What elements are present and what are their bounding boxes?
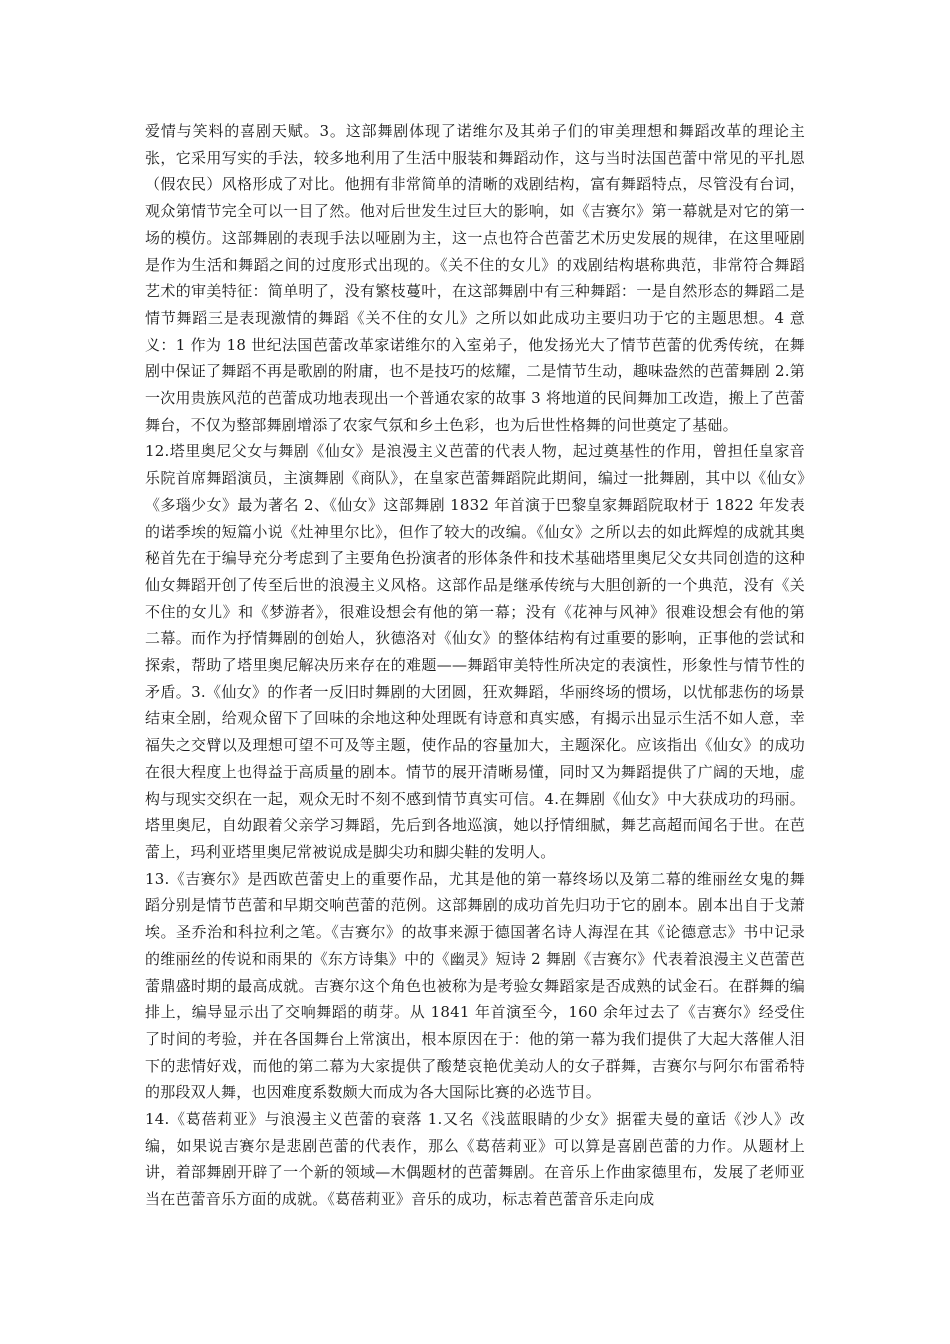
paragraph-giselle: 13.《吉赛尔》是西欧芭蕾史上的重要作品，尤其是他的第一幕终场以及第二幕的维丽丝女鬼的舞蹈分别是情节芭蕾和早期交响芭蕾的范例。这部舞剧的成功首先归功于它的剧本。剧本出自于戈萧埃。圣乔治和科拉利之笔。《吉赛尔》的故事来源于德国著名诗人海涅在其《论德意志》书中记录的维丽丝的传说和雨果的《东方诗集》中的《幽灵》短诗 2 舞剧《吉赛尔》代表着浪漫主义芭蕾芭蕾鼎盛时期的最高成就。吉赛尔这个角色也被称为是考验女舞蹈家是否成熟的试金石。在群舞的编排上，编导显示出了交响舞蹈的萌芽。从 1841 年首演至今，160 余年过去了《吉赛尔》经受住了时间的考验，并在各国舞台上常演出，根本原因在于：他的第一幕为我们提供了大起大落催人泪下的悲情好戏，而他的第二幕为大家提供了酸楚哀艳优美动人的女子群舞，吉赛尔与阿尔布雷希特的那段双人舞，也因难度系数颇大而成为各大国际比赛的必选节目。 [145, 869, 805, 1102]
paragraph-la-sylphide: 12.塔里奥尼父女与舞剧《仙女》是浪漫主义芭蕾的代表人物，起过奠基性的作用，曾担任皇家音乐院首席舞蹈演员，主演舞剧《商队》，在皇家芭蕾舞蹈院此期间，编过一批舞剧，其中以《仙女》《多瑙少女》最为著名 2、《仙女》这部舞剧 1832 年首演于巴黎皇家舞蹈院取材于 1822 年发表的诺季埃的短篇小说《灶神里尔比》，但作了较大的改编。《仙女》之所以去的如此辉煌的成就其奥秘首先在于编导充分考虑到了主要角色扮演者的形体条件和技术基础塔里奥尼父女共同创造的这种仙女舞蹈开创了传至后世的浪漫主义风格。这部作品是继承传统与大胆创新的一个典范，没有《关不住的女儿》和《梦游者》，很难设想会有他的第一幕；没有《花神与风神》很难设想会有他的第二幕。而作为抒情舞剧的创始人，狄德洛对《仙女》的整体结构有过重要的影响，正事他的尝试和探索，帮助了塔里奥尼解决历来存在的难题——舞蹈审美特性所决定的表演性，形象性与情节性的矛盾。3.《仙女》的作者一反旧时舞剧的大团圆，狂欢舞蹈，华丽终场的惯场，以忧郁悲伤的场景结束全剧，给观众留下了回味的余地这种处理既有诗意和真实感，有揭示出显示生活不如人意，幸福失之交臂以及理想可望不可及等主题，使作品的容量加大，主题深化。应该指出《仙女》的成功在很大程度上也得益于高质量的剧本。情节的展开清晰易懂，同时又为舞蹈提供了广阔的天地，虚构与现实交织在一起，观众无时不刻不感到情节真实可信。4.在舞剧《仙女》中大获成功的玛丽。塔里奥尼，自幼跟着父亲学习舞蹈，先后到各地巡演，她以抒情细腻，舞艺高超而闻名于世。在芭蕾上，玛利亚塔里奥尼常被说成是脚尖功和脚尖鞋的发明人。 [145, 442, 805, 861]
paragraph-coppelia: 14.《葛蓓莉亚》与浪漫主义芭蕾的衰落 1.又名《浅蓝眼睛的少女》据霍夫曼的童话《沙人》改编，如果说吉赛尔是悲剧芭蕾的代表作，那么《葛蓓莉亚》可以算是喜剧芭蕾的力作。从题材上讲，着部舞剧开辟了一个新的领域—木偶题材的芭蕾舞剧。在音乐上作曲家德里布，发展了老师亚当在芭蕾音乐方面的成就。《葛蓓莉亚》音乐的成功，标志着芭蕾音乐走向成 [145, 1110, 805, 1209]
paragraph-ballet-reform-summary: 爱情与笑料的喜剧天赋。3。这部舞剧体现了诺维尔及其弟子们的审美理想和舞蹈改革的理论主张，它采用写实的手法，较多地利用了生活中服装和舞蹈动作，这与当时法国芭蕾中常见的平扎恩（假农民）风格形成了对比。他拥有非常简单的清晰的戏剧结构，富有舞蹈特点，尽管没有台词，观众第情节完全可以一目了然。他对后世发生过巨大的影响，如《吉赛尔》第一幕就是对它的第一场的模仿。这部舞剧的表现手法以哑剧为主，这一点也符合芭蕾艺术历史发展的规律，在这里哑剧是作为生活和舞蹈之间的过度形式出现的。《关不住的女儿》的戏剧结构堪称典范，非常符合舞蹈艺术的审美特征：简单明了，没有繁枝蔓叶，在这部舞剧中有三种舞蹈：一是自然形态的舞蹈二是情节舞蹈三是表现激情的舞蹈《关不住的女儿》之所以如此成功主要归功于它的主题思想。4 意义：1 作为 18 世纪法国芭蕾改革家诺维尔的入室弟子，他发扬光大了情节芭蕾的优秀传统，在舞剧中保证了舞蹈不再是歌剧的附庸，也不是技巧的炫耀，二是情节生动，趣味盎然的芭蕾舞剧 2.第一次用贵族风范的芭蕾成功地表现出一个普通农家的故事 3 将地道的民间舞加工改造，搬上了芭蕾舞台，不仅为整部舞剧增添了农家气氛和乡土色彩，也为后世性格舞的问世奠定了基础。 [145, 122, 805, 434]
document-body [145, 118, 805, 1213]
